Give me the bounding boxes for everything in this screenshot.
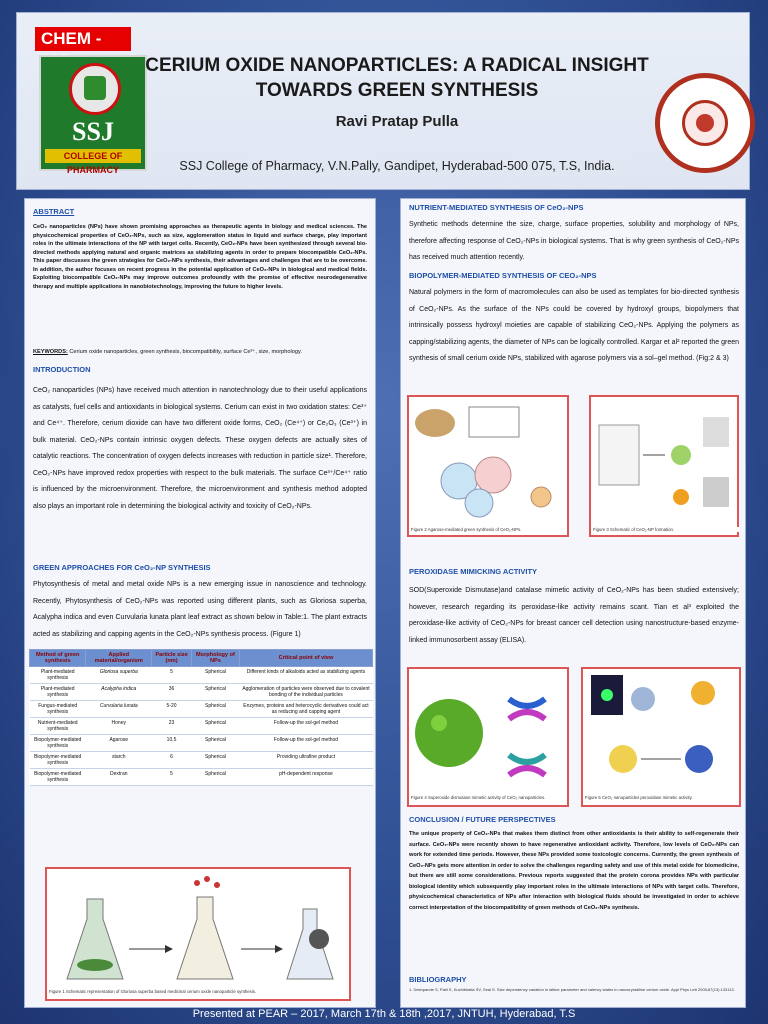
- college-logo-text: SSJ: [72, 117, 114, 146]
- agarose-powder-image: [415, 409, 455, 437]
- redox-arrow-icon: [509, 755, 545, 762]
- precursor-box: [599, 425, 639, 485]
- table-cell: 36: [152, 684, 192, 701]
- nanoparticle-icon: [673, 489, 689, 505]
- table-cell: Biopolymer-mediated synthesis: [30, 769, 86, 786]
- table-header-cell: Method of green synthesis: [30, 650, 86, 667]
- right-column: [400, 198, 746, 1008]
- peroxidase-text: SOD(Superoxide Dismutase)and catalase mimetic activity of CeO₂-NPs has been studied extensively; however, research regarding its peroxidase-like activity remains scant. Tian et al³ exploited the peroxidase-like activity of CeO₂-NPs for breast cancer cell detection using nanostructure-based enzyme-linked immunosorbent assay (ELISA).: [409, 587, 739, 644]
- nanoparticle-icon: [609, 745, 637, 773]
- bibliography-heading: BIBLIOGRAPHY: [409, 975, 467, 984]
- table-cell: 6: [152, 752, 192, 769]
- table-cell: 10.5: [152, 735, 192, 752]
- conclusion-text: The unique property of CeO₂-NPs that makes them distinct from other antioxidants is their ability to self-regenerate their surface. CeO₂-NPs were recently shown to have regenerative antioxidant activity. Therefore, low levels of CeO₂-NPs can work for extended time periods. However, these NPs provided some toxicologic concerns. Currently, the green synthesis of CeO₂-NPs gets more attention in order to solve the challenges regarding safety and use of this metal oxide for biomedicine, but there are still some considerations. Previous reports suggested that the protein corona provides NPs with particular biological identity which subsequently play important roles in the ultimate interactions of NPs with target cells. Therefore, physicochemical characteristics of NPs after interaction with biological fluids should be investigated in order to achieve correct interpretation of the biocompatibility of green methods of CeO₂-NPs synthesis.: [409, 831, 739, 911]
- table-cell: Providing ultrafine product: [239, 752, 372, 769]
- keywords-text: Cerium oxide nanoparticles, green synthesis, biocompatibility, surface Ce³⁺, size, morphology.: [69, 349, 302, 355]
- molecule-icon: [194, 880, 200, 886]
- agarose-structure-icon: [469, 407, 519, 437]
- flask-icon: [177, 897, 233, 979]
- table-cell: 5-20: [152, 701, 192, 718]
- table-cell: Spherical: [191, 769, 239, 786]
- table-cell: 5: [152, 667, 192, 684]
- molecule-icon: [204, 876, 210, 882]
- figure-5-caption: Figure 5 CeO₂ nanoparticles peroxidase mimetic activity.: [585, 795, 739, 800]
- rose-icon: [696, 114, 714, 132]
- university-seal-inner: [682, 100, 728, 146]
- ceria-cluster-image: [415, 699, 483, 767]
- figure-4-illustration: [409, 669, 567, 793]
- poster-title: CERIUM OXIDE NANOPARTICLES: A RADICAL INSIGHT TOWARDS GREEN SYNTHESIS: [145, 55, 649, 101]
- table-row: [30, 701, 373, 718]
- table-row: [30, 735, 373, 752]
- nanoparticle-icon: [631, 687, 655, 711]
- table-cell: Follow-up the sol-gel method: [239, 718, 372, 735]
- abstract-text: CeO₂ nanoparticles (NPs) have shown promising approaches as therapeutic agents in biology and medical sciences. The physicochemical properties of CeO₂-NPs, such as size, agglomeration status in liquid and surface charge, play important roles in the ultimate interactions of the NP with target cells. Recently, CeO₂-NPs have been synthesized through several bio-directed methods applying natural and organic matrices as stabilizing agents in order to prepare biocompatible CeO₂-NPs. This paper discusses the green strategies for CeO₂-NPs synthesis, their advantages and challenges that are to be overcome. In addition, the author focuses on recent progress in the potential application of CeO₂-NPs in biological and medical fields. Exploiting biocompatible CeO₂-NPs may improve outcomes profoundly with the promise of effective neurodegenerative therapy and multiple applications in nanobiotechnology, improving the future to higher levels.: [33, 224, 367, 290]
- table-cell: Enzymes, proteins and heterocyclic derivatives could act as reducing and capping agent: [239, 701, 372, 718]
- gox-enzyme-icon: [691, 681, 715, 705]
- conclusion-heading: CONCLUSION / FUTURE PERSPECTIVES: [409, 815, 556, 824]
- table-header-cell: Critical point of view: [239, 650, 372, 667]
- table-row: [30, 684, 373, 701]
- nutrient-text: Synthetic methods determine the size, charge, surface properties, solubility and morphology of NPs, therefore affecting response of CeO₂-NPs in biological systems. That is why green synthesis of CeO₂-NPs has received much attention recently.: [409, 221, 739, 261]
- table-cell: starch: [86, 752, 152, 769]
- introduction-text: CeO₂ nanoparticles (NPs) have received much attention in nanotechnology due to their useful applications as catalysts, fuel cells and antioxidants in biological systems. Cerium can exist in two oxidation states: Ce³⁺ and Ce⁴⁺. Therefore, cerium dioxide can have two different oxide forms, CeO₂ (Ce⁴⁺) or Ce₂O₃ (Ce³⁺) in bulk material. CeO₂-NPs contain intrinsic oxygen defects. These oxygen defects are actually sites of catalytic reactions. The concentration of oxygen defects increases with reduction in particle size¹. Therefore, CeO₂-NPs have improved redox properties with respect to the bulk materials. The surface Ce³⁺/Ce⁴⁺ ratio is influenced by the microenvironment. Therefore, the microenvironment and synthesis method adopted also plays an important role in determining the biological activity and toxicity of CeO₂-NPs.: [33, 387, 367, 510]
- keywords-label: KEYWORDS:: [33, 349, 68, 355]
- polymer-network-icon: [475, 457, 511, 493]
- leaf-extract-icon: [77, 959, 113, 971]
- biopolymer-text: Natural polymers in the form of macromolecules can also be used as templates for bio-directed synthesis of CeO₂-NPs. As the surface of the NPs could be covered by hydroxyl groups, biopolymers that intrinsically possess hydroxyl moieties are capable of stabilizing CeO₂-NPs. Applying the polymers as capping/stabilizing agents, the diameter of NPs can be logically controlled. Kargar et al² reported the green synthesis of small cerium oxide NPs, stabilized with agarose polymers via a sol–gel method. (Fig:2 & 3): [409, 289, 739, 362]
- college-logo: [39, 55, 147, 175]
- table-cell: Acalypha indica: [86, 684, 152, 701]
- tem-image: [703, 417, 729, 447]
- figure-1-illustration: [47, 869, 349, 987]
- table-cell: Spherical: [191, 684, 239, 701]
- table-cell: Gloriosa superba: [86, 667, 152, 684]
- figure-1-caption: Figure 1 Schematic representation of Gloriosa superba based medicinal cerium oxide nanoparticle synthesis.: [49, 989, 347, 994]
- introduction-heading: INTRODUCTION: [33, 365, 91, 374]
- figure-4: [407, 667, 569, 807]
- table-cell: Spherical: [191, 718, 239, 735]
- poster-affiliation: SSJ College of Pharmacy, V.N.Pally, Gandipet, Hyderabad-500 075, T.S, India.: [179, 159, 615, 173]
- green-approaches-text: Phytosynthesis of metal and metal oxide NPs is a new emerging issue in nanoscience and technology. Recently, Phytosynthesis of CeO₂-NPs was reported using different plants, such as Gloriosa superba, Acalypha indica and even Curvularia lunata plant leaf extract as shown below in Table:1. The plant extracts acted as stabilizing and capping agents in the CeO₂-NPs synthesis process. (Figure 1): [33, 581, 367, 638]
- table-row: [30, 667, 373, 684]
- figure-3: [589, 395, 739, 537]
- table-header-cell: Morphology of NPs: [191, 650, 239, 667]
- molecule-icon: [214, 882, 220, 888]
- table-cell: Curvularia lunata: [86, 701, 152, 718]
- poster-header: [16, 12, 750, 190]
- fluorescence-signal: [601, 689, 613, 701]
- table-cell: Agarose: [86, 735, 152, 752]
- table-cell: Fungus-mediated synthesis: [30, 701, 86, 718]
- keywords-line: [33, 349, 367, 355]
- redox-arrow-icon: [509, 768, 545, 775]
- table-cell: Follow-up the sol-gel method: [239, 735, 372, 752]
- table-cell: Agglomeration of particles were observed due to covalent bonding of the individual particles: [239, 684, 372, 701]
- table-row: [30, 718, 373, 735]
- green-synthesis-table: [29, 649, 373, 786]
- table-header-cell: Particle size (nm): [152, 650, 192, 667]
- figure-3-caption: Figure 3 Schematic of CeO₂-NP formation.: [593, 527, 739, 532]
- university-seal: [655, 73, 755, 173]
- biopolymer-heading: BIOPOLYMER-MEDIATED SYNTHESIS OF CEO₂-NPS: [409, 271, 597, 280]
- left-column: [24, 198, 376, 1008]
- poster-footer: Presented at PEAR – 2017, March 17th & 18th ,2017, JNTUH, Hyderabad, T.S: [192, 1008, 576, 1020]
- figure-2-illustration: [409, 397, 567, 525]
- table-cell: Biopolymer-mediated synthesis: [30, 752, 86, 769]
- figure-5: [581, 667, 741, 807]
- table-cell: Different kinds of alkaloids acted as stabilizing agents: [239, 667, 372, 684]
- arrow-head-icon: [275, 945, 283, 953]
- table-cell: Honey: [86, 718, 152, 735]
- redox-arrow-icon: [509, 699, 545, 706]
- green-approaches-heading: GREEN APPROACHES FOR CeO₂-NP SYNTHESIS: [33, 563, 211, 572]
- table-cell: Spherical: [191, 752, 239, 769]
- tem-image: [703, 477, 729, 507]
- table-cell: Dextran: [86, 769, 152, 786]
- table-cell: 23: [152, 718, 192, 735]
- table-cell: Spherical: [191, 735, 239, 752]
- nutrient-heading: NUTRIENT-MEDIATED SYNTHESIS OF CeO₂-NPS: [409, 203, 584, 212]
- table-cell: Biopolymer-mediated synthesis: [30, 735, 86, 752]
- bibliography-text: 1. Deshpande S, Patil S, Kuchibhatla SV, Seal S. Size dependency variation in lattice parameter and valency states in nanocrystalline cerium oxide. Appl Phys Lett 2005;87(13):133113.: [409, 987, 735, 992]
- intermediate-icon: [671, 445, 691, 465]
- figure-3-illustration: [591, 397, 737, 525]
- peroxidase-heading: PEROXIDASE MIMICKING ACTIVITY: [409, 567, 538, 576]
- arrow-head-icon: [165, 945, 173, 953]
- table-header-cell: Applied material/organism: [86, 650, 152, 667]
- abstract-heading: ABSTRACT: [33, 207, 75, 216]
- nanoparticle-image: [309, 929, 329, 949]
- table-cell: Nutrient-mediated synthesis: [30, 718, 86, 735]
- table-header-row: [30, 650, 373, 667]
- figure-4-caption: Figure 4 Superoxide dismutase mimetic activity of CeO₂ nanoparticles.: [411, 795, 567, 800]
- polymer-network-icon: [465, 489, 493, 517]
- poster-code-badge: CHEM -: [35, 27, 131, 51]
- table-cell: Spherical: [191, 701, 239, 718]
- figure-2: [407, 395, 569, 537]
- ceria-cluster-highlight: [431, 715, 447, 731]
- nanoparticle-icon: [531, 487, 551, 507]
- redox-arrow-icon: [509, 712, 545, 719]
- college-emblem-icon: [69, 63, 121, 115]
- nanoparticle-icon: [685, 745, 713, 773]
- table-cell: pH-dependent response: [239, 769, 372, 786]
- figure-2-caption: Figure 2 Agarose-mediated green synthesis of CeO₂-NPs.: [411, 527, 567, 532]
- table-cell: Spherical: [191, 667, 239, 684]
- table-row: [30, 752, 373, 769]
- table-cell: Plant-mediated synthesis: [30, 684, 86, 701]
- poster-author: Ravi Pratap Pulla: [335, 113, 459, 130]
- table-cell: Plant-mediated synthesis: [30, 667, 86, 684]
- figure-5-illustration: [583, 669, 739, 793]
- table-row: [30, 769, 373, 786]
- table-cell: 5: [152, 769, 192, 786]
- college-logo-subtext: COLLEGE OF PHARMACY: [45, 149, 141, 163]
- figure-1: [45, 867, 351, 1001]
